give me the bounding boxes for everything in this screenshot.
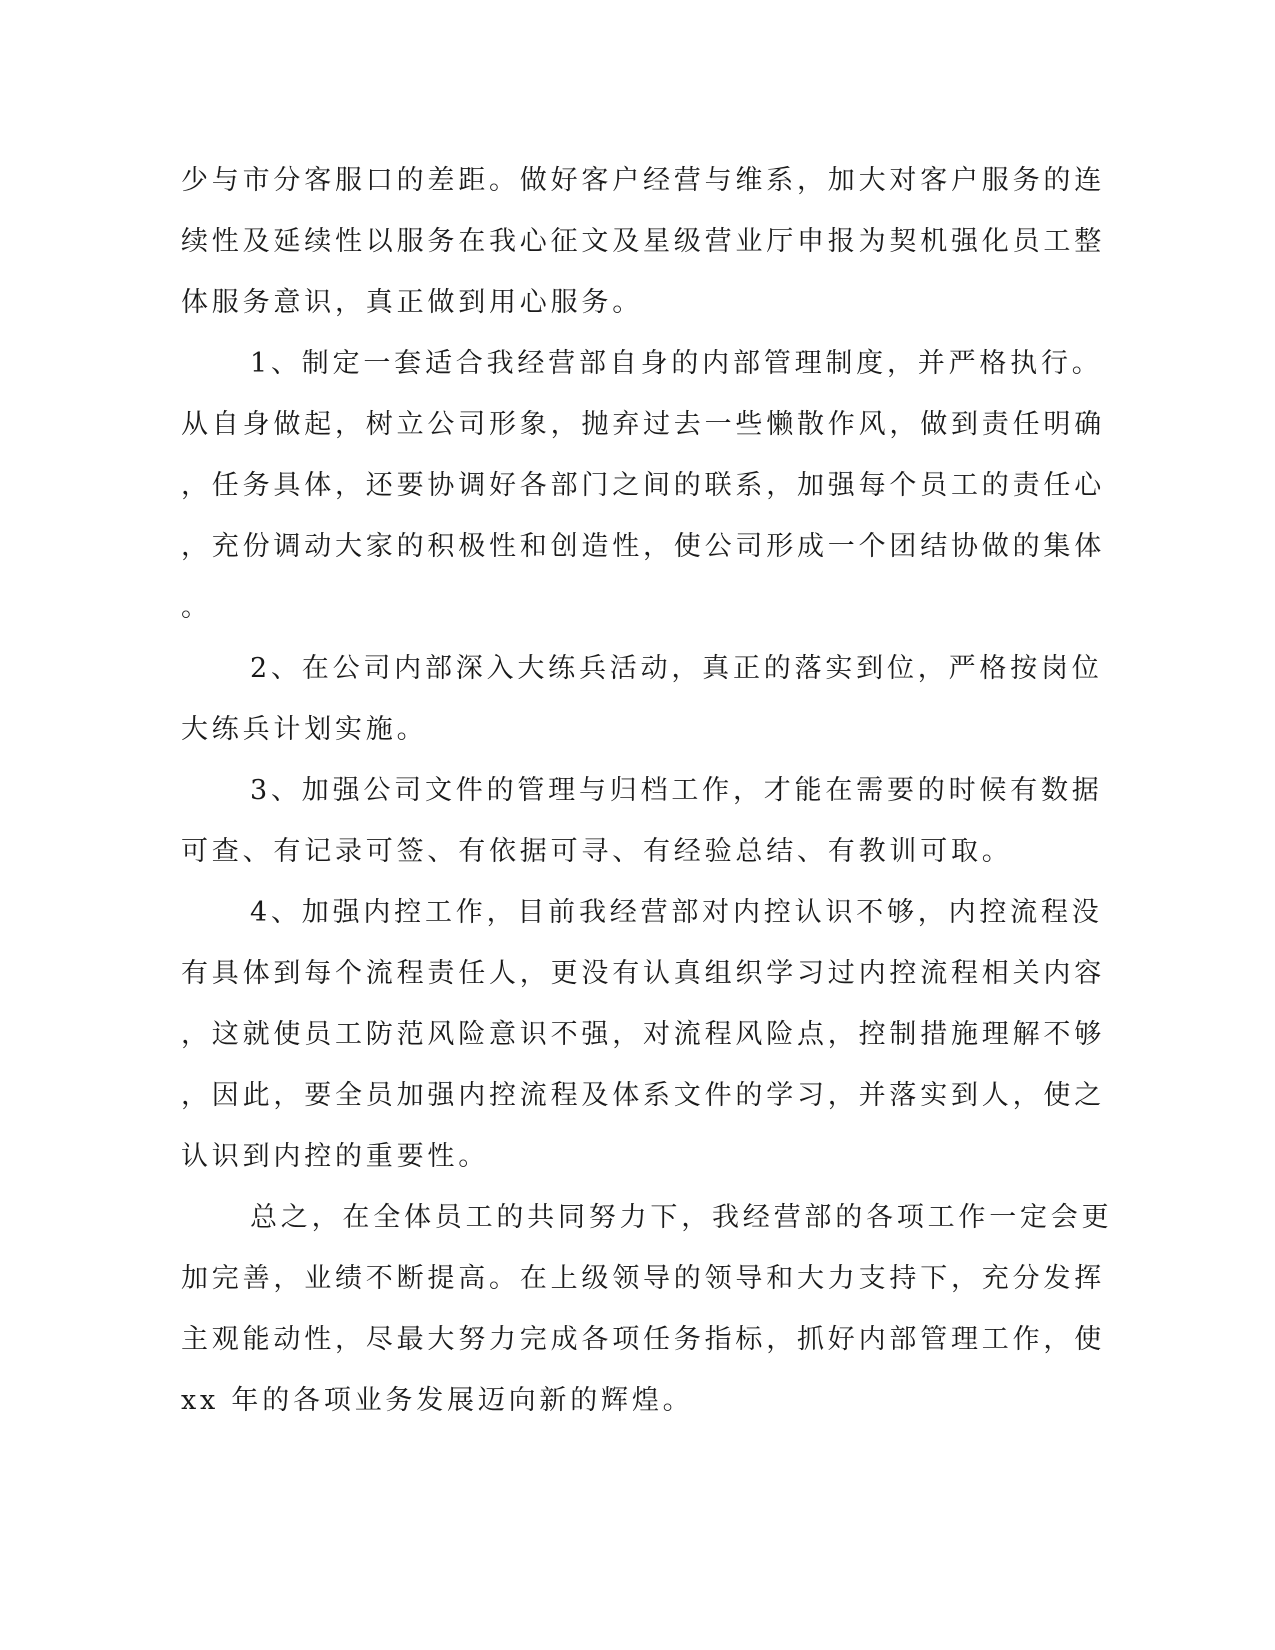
text-line: 3、加强公司文件的管理与归档工作，才能在需要的时候有数据 xyxy=(250,775,1103,806)
text-line: ，任务具体，还要协调好各部门之间的联系，加强每个员工的责任心 xyxy=(181,470,1105,501)
text-line: 认识到内控的重要性。 xyxy=(181,1141,489,1172)
text-line: ，充份调动大家的积极性和创造性，使公司形成一个团结协做的集体 xyxy=(181,531,1105,562)
text-line: 总之，在全体员工的共同努力下，我经营部的各项工作一定会更 xyxy=(250,1202,1113,1233)
text-line: 加完善，业绩不断提高。在上级领导的领导和大力支持下，充分发挥 xyxy=(181,1263,1105,1294)
text-line: 从自身做起，树立公司形象，抛弃过去一些懒散作风，做到责任明确 xyxy=(181,409,1105,440)
text-line: 可查、有记录可签、有依据可寻、有经验总结、有教训可取。 xyxy=(181,836,1013,867)
text-line: ，因此，要全员加强内控流程及体系文件的学习，并落实到人，使之 xyxy=(181,1080,1105,1111)
text-line: 主观能动性，尽最大努力完成各项任务指标，抓好内部管理工作，使 xyxy=(181,1324,1105,1355)
text-line: 。 xyxy=(181,592,212,623)
text-line: 续性及延续性以服务在我心征文及星级营业厅申报为契机强化员工整 xyxy=(181,226,1105,257)
text-line: 有具体到每个流程责任人，更没有认真组织学习过内控流程相关内容 xyxy=(181,958,1105,989)
text-line: 1、制定一套适合我经营部自身的内部管理制度，并严格执行。 xyxy=(250,348,1103,379)
text-line: 少与市分客服口的差距。做好客户经营与维系，加大对客户服务的连 xyxy=(181,165,1105,196)
text-line: xx 年的各项业务发展迈向新的辉煌。 xyxy=(181,1385,694,1416)
text-line: 4、加强内控工作，目前我经营部对内控认识不够，内控流程没 xyxy=(250,897,1103,928)
document-body xyxy=(181,150,1113,1431)
text-line: 大练兵计划实施。 xyxy=(181,714,428,745)
text-line: 体服务意识，真正做到用心服务。 xyxy=(181,287,643,318)
text-line: 2、在公司内部深入大练兵活动，真正的落实到位，严格按岗位 xyxy=(250,653,1103,684)
text-line: ，这就使员工防范风险意识不强，对流程风险点，控制措施理解不够 xyxy=(181,1019,1105,1050)
